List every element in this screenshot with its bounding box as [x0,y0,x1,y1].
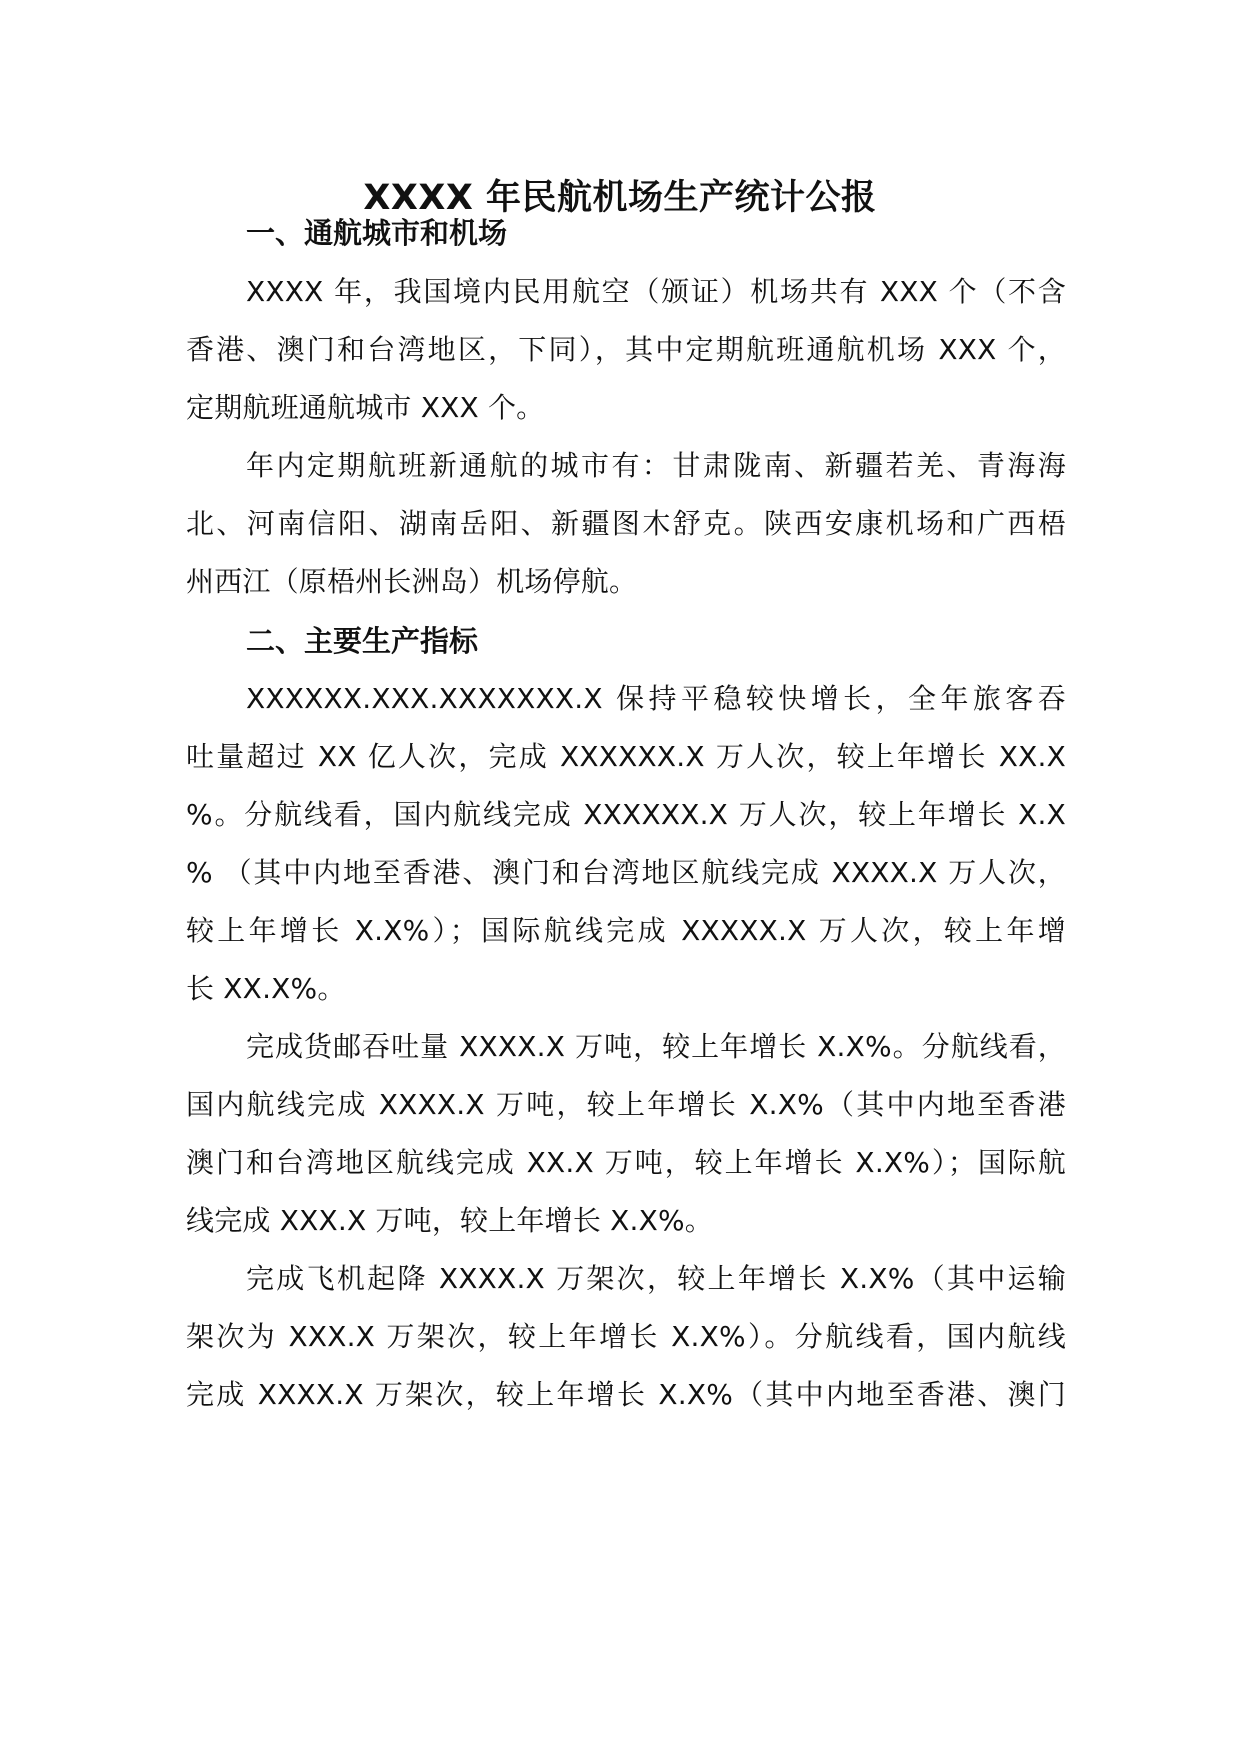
paragraph-line: 澳门和台湾地区航线完成 XX.X 万吨，较上年增长 X.X%）；国际航 [186,1146,1066,1179]
paragraph-line: 国内航线完成 XXXX.X 万吨，较上年增长 X.X%（其中内地至香港 [186,1088,1066,1121]
paragraph-line: %。分航线看，国内航线完成 XXXXXX.X 万人次，较上年增长 X.X [186,798,1066,831]
paragraph-line: XXXX 年，我国境内民用航空（颁证）机场共有 XXX 个（不含 [246,275,1066,308]
document-title: XXXX 年民航机场生产统计公报 [363,178,877,218]
paragraph-line: 州西江（原梧州长洲岛）机场停航。 [186,565,638,598]
paragraph-line: 年内定期航班新通航的城市有：甘肃陇南、新疆若羌、青海海 [246,449,1066,482]
paragraph-line: 吐量超过 XX 亿人次，完成 XXXXXX.X 万人次，较上年增长 XX.X [186,740,1066,773]
paragraph-line: % （其中内地至香港、澳门和台湾地区航线完成 XXXX.X 万人次， [186,856,1066,889]
paragraph-line: XXXXXX.XXX.XXXXXXX.X 保持平稳较快增长，全年旅客吞 [246,682,1066,715]
paragraph-line: 长 XX.X%。 [186,972,346,1005]
paragraph-line: 完成 XXXX.X 万架次，较上年增长 X.X%（其中内地至香港、澳门 [186,1378,1066,1411]
section-heading-indicators: 二、主要生产指标 [246,624,479,658]
paragraph-line: 架次为 XXX.X 万架次，较上年增长 X.X%）。分航线看，国内航线 [186,1320,1066,1353]
paragraph-line: 线完成 XXX.X 万吨，较上年增长 X.X%。 [186,1204,713,1237]
paragraph-line: 香港、澳门和台湾地区，下同），其中定期航班通航机场 XXX 个， [186,333,1066,366]
paragraph-line: 较上年增长 X.X%）；国际航线完成 XXXXX.X 万人次，较上年增 [186,914,1066,947]
section-heading-airports: 一、通航城市和机场 [246,216,508,250]
paragraph-line: 北、河南信阳、湖南岳阳、新疆图木舒克。陕西安康机场和广西梧 [186,507,1066,540]
paragraph-line: 完成飞机起降 XXXX.X 万架次，较上年增长 X.X%（其中运输 [246,1262,1066,1295]
paragraph-line: 完成货邮吞吐量 XXXX.X 万吨，较上年增长 X.X%。分航线看， [246,1030,1066,1063]
paragraph-line: 定期航班通航城市 XXX 个。 [186,391,545,424]
